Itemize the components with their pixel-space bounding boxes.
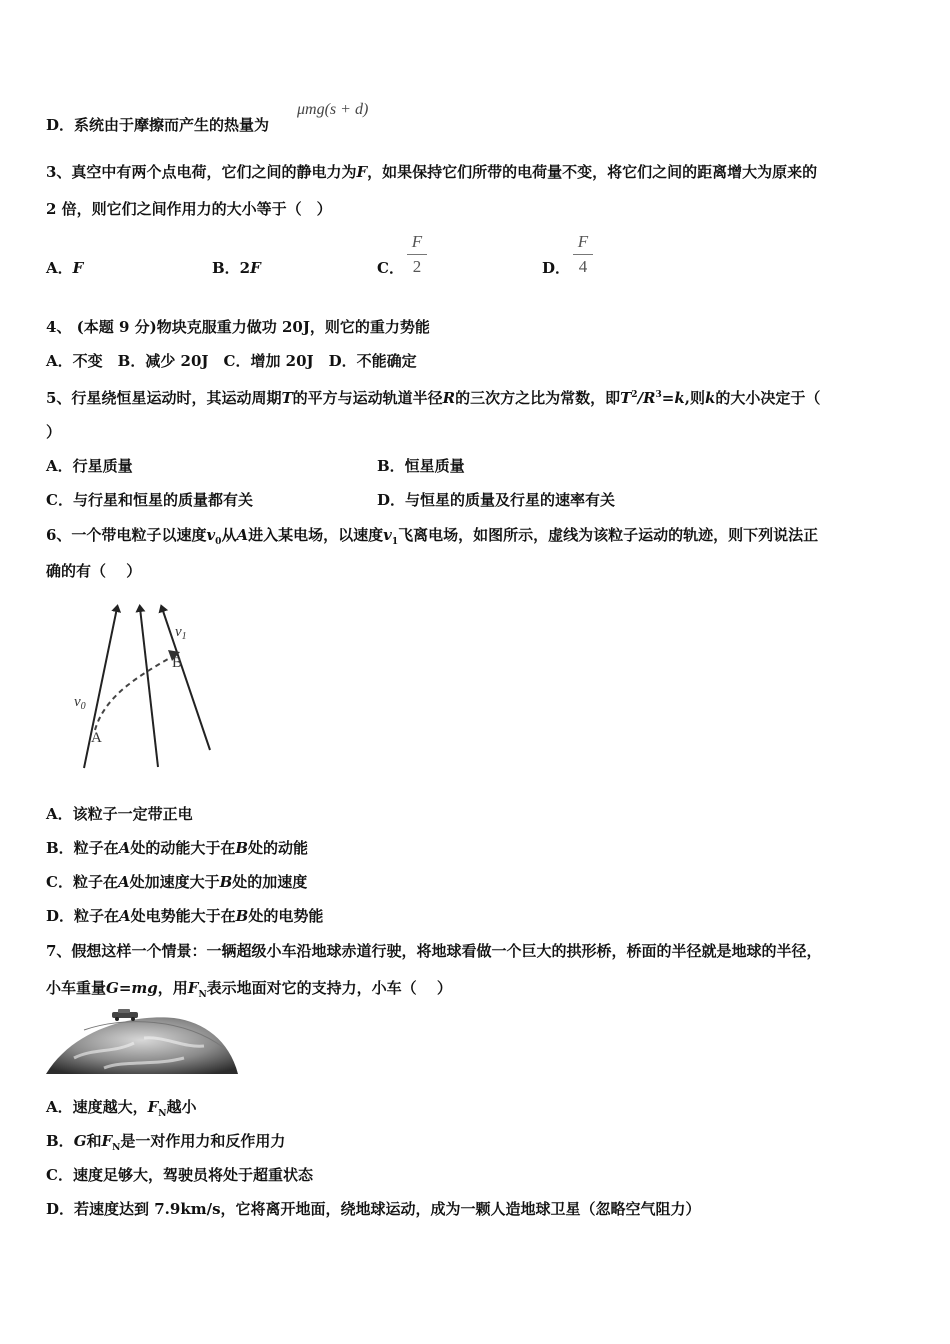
- q5-option-b: B．恒星质量: [377, 457, 465, 475]
- particle-trajectory: [95, 655, 175, 730]
- q3-option-b: B．2F: [212, 259, 261, 277]
- q5-option-a: A．行星质量: [46, 457, 133, 475]
- q6-stem-line1: 6、一个带电粒子以速度$v_0$从A进入某电场，以速度$v_1$飞离电场，如图所示，虚线为该粒子运动的轨迹，则下列说法正: [46, 526, 819, 547]
- q4-stem: 4、 (本题 9 分)物块克服重力做功 20J，则它的重力势能: [46, 318, 430, 336]
- q7-option-a: A．速度越大，$F_N$越小: [46, 1098, 197, 1119]
- q4-options: A．不变 B．减少 20J C．增加 20J D．不能确定: [46, 352, 417, 370]
- label-v0: $v_0$: [74, 694, 86, 712]
- q7-earth-illustration: [44, 1008, 240, 1078]
- q6-field-diagram: [60, 600, 230, 775]
- q6-option-a: A．该粒子一定带正电: [46, 805, 193, 823]
- q3-option-c-fraction: F 2: [407, 232, 427, 277]
- field-line-2: [140, 608, 158, 767]
- q3-stem-line2: 2 倍，则它们之间作用力的大小等于（ ）: [46, 200, 332, 218]
- car-icon: [112, 1009, 138, 1021]
- q6-stem-line2: 确的有（ ）: [46, 562, 142, 580]
- q2-option-d: D．系统由于摩擦而产生的热量为: [46, 116, 270, 134]
- q3-stem-line1: 3、真空中有两个点电荷，它们之间的静电力为F，如果保持它们所带的电荷量不变，将它们之间的距离增大为原来的: [46, 163, 818, 181]
- q6-option-d: D．粒子在A处电势能大于在B处的电势能: [46, 907, 324, 925]
- label-A: A: [91, 730, 102, 746]
- q5-option-c: C．与行星和恒星的质量都有关: [46, 491, 253, 509]
- q3-option-d-fraction: F 4: [573, 232, 593, 277]
- q5-stem-line1: 5、行星绕恒星运动时，其运动周期T的平方与运动轨道半径R的三次方之比为常数，即$T^2/R^3=k$,则k的大小决定于（: [46, 389, 821, 407]
- q7-stem-line2: 小车重量G=mg，用$F_N$表示地面对它的支持力，小车（ ）: [46, 979, 452, 1000]
- q3-option-c-label: C．: [377, 259, 404, 277]
- q3-option-d-label: D．: [542, 259, 571, 277]
- q7-option-c: C．速度足够大，驾驶员将处于超重状态: [46, 1166, 313, 1184]
- q3-option-a: A．F: [46, 259, 84, 277]
- q7-option-d: D．若速度达到 7.9km/s，它将离开地面，绕地球运动，成为一颗人造地球卫星（忽略空气阻力）: [46, 1200, 701, 1218]
- earth-arc: [46, 1017, 238, 1074]
- field-line-3: [162, 608, 210, 750]
- q6-option-b: B．粒子在A处的动能大于在B处的动能: [46, 839, 309, 857]
- q5-stem-line2: ）: [46, 423, 62, 441]
- q7-stem-line1: 7、假想这样一个情景：一辆超级小车沿地球赤道行驶，将地球看做一个巨大的拱形桥，桥面的半径就是地球的半径，: [46, 942, 822, 960]
- q6-option-c: C．粒子在A处加速度大于B处的加速度: [46, 873, 308, 891]
- q7-option-b: B．G和$F_N$是一对作用力和反作用力: [46, 1132, 286, 1153]
- label-v1: $v_1$: [175, 624, 187, 642]
- q5-option-d: D．与恒星的质量及行星的速率有关: [377, 491, 616, 509]
- label-B: B: [172, 655, 183, 671]
- q2-option-d-formula: μmg(s + d): [297, 101, 369, 118]
